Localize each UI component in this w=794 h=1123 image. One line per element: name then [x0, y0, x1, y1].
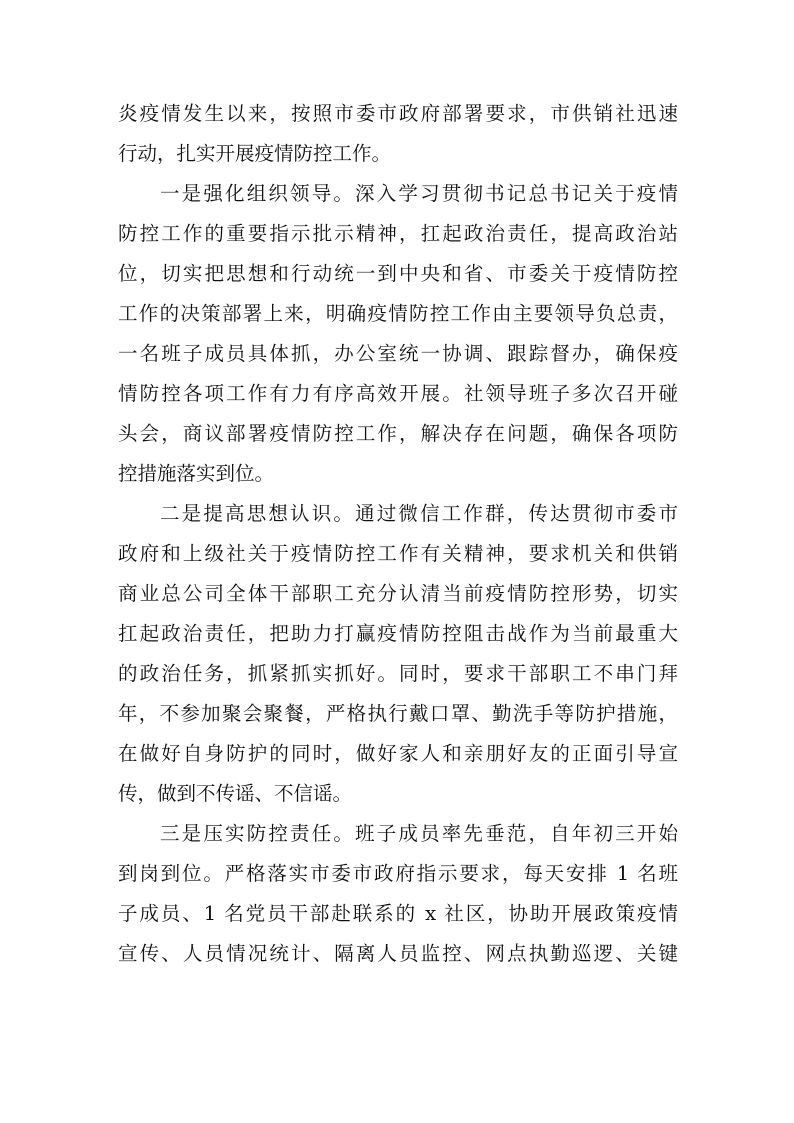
paragraph-line: 到岗到位。严格落实市委市政府指示要求，每天安排 1 名班 — [118, 862, 678, 885]
paragraph-first-line: 三是压实防控责任。班子成员率先垂范，自年初三开始 — [160, 822, 678, 845]
paragraph-line: 一名班子成员具体抓，办公室统一协调、跟踪督办，确保疫 — [118, 342, 678, 365]
paragraph-line: 扛起政治责任，把助力打赢疫情防控阻击战作为当前最重大 — [118, 622, 678, 645]
paragraph-line: 年，不参加聚会聚餐，严格执行戴口罩、勤洗手等防护措施， — [118, 702, 678, 725]
paragraph-line: 在做好自身防护的同时，做好家人和亲朋好友的正面引导宣 — [118, 742, 678, 765]
paragraph-line: 政府和上级社关于疫情防控工作有关精神，要求机关和供销 — [118, 542, 678, 565]
body-text — [118, 94, 678, 974]
paragraph-line: 位，切实把思想和行动统一到中央和省、市委关于疫情防控 — [118, 262, 678, 285]
paragraph-line: 行动，扎实开展疫情防控工作。 — [118, 142, 392, 165]
paragraph-line: 防控工作的重要指示批示精神，扛起政治责任，提高政治站 — [118, 222, 678, 245]
paragraph-line: 的政治任务，抓紧抓实抓好。同时，要求干部职工不串门拜 — [118, 662, 678, 685]
paragraph-line: 头会，商议部署疫情防控工作，解决存在问题，确保各项防 — [118, 422, 678, 445]
paragraph-line: 传，做到不传谣、不信谣。 — [118, 782, 353, 805]
paragraph-line: 工作的决策部署上来，明确疫情防控工作由主要领导负总责， — [118, 302, 678, 325]
paragraph-first-line: 二是提高思想认识。通过微信工作群，传达贯彻市委市 — [160, 502, 678, 525]
paragraph-line: 子成员、1 名党员干部赴联系的 x 社区，协助开展政策疫情 — [118, 902, 678, 925]
paragraph-first-line: 一是强化组织领导。深入学习贯彻书记总书记关于疫情 — [160, 182, 678, 205]
paragraph-line: 情防控各项工作有力有序高效开展。社领导班子多次召开碰 — [118, 382, 678, 405]
paragraph-line: 宣传、人员情况统计、隔离人员监控、网点执勤巡逻、关键 — [118, 942, 678, 965]
paragraph-line: 炎疫情发生以来，按照市委市政府部署要求，市供销社迅速 — [118, 102, 678, 125]
paragraph-line: 控措施落实到位。 — [118, 462, 275, 485]
paragraph-line: 商业总公司全体干部职工充分认清当前疫情防控形势，切实 — [118, 582, 678, 605]
